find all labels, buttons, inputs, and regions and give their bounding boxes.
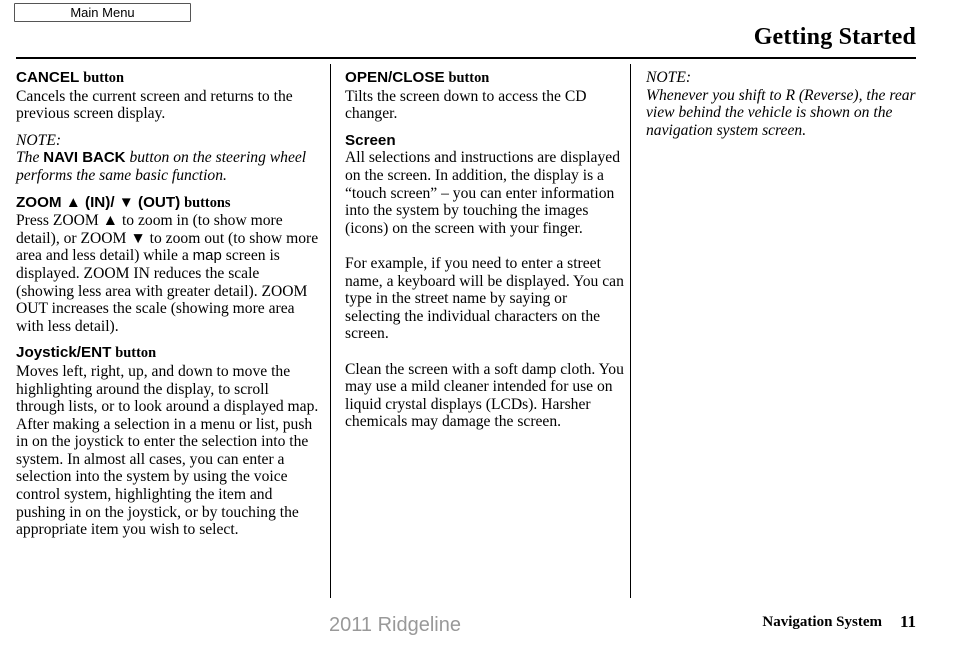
joystick-heading: Joystick/ENT button [16,344,157,362]
cancel-description: Cancels the current screen and returns to the previous screen display. [16,87,293,123]
note-text: The NAVI BACK button on the steering wheel performs the same basic function. [16,149,307,184]
column-divider-2 [630,64,631,598]
page-number: 11 [899,612,916,631]
watermark-model: 2011 Ridgeline [329,614,461,636]
screen-description-3: Clean the screen with a soft damp cloth. You may use a mild cleaner intended for use on liquid crystal displays (LCDs). Harsher chemicals may damage the screen. [345,360,624,431]
zoom-description: Press ZOOM ▲ to zoom in (to show more detail), or ZOOM ▼ to zoom out (to show more area and less detail) while a map screen is displayed. ZOOM IN reduces the scale (showing less area with greater detail). ZOOM OUT increases the scale (showing more area with less detail). [16,212,319,335]
column-3 [646,69,926,139]
reverse-note-text: Whenever you shift to R (Reverse), the rear view behind the vehicle is shown on the navigation system screen. [646,86,916,139]
header-rule [16,57,916,59]
column-divider-1 [330,64,331,598]
screen-description-1: All selections and instructions are displayed on the screen. In addition, the display is a “touch screen” – you can enter information into the system by touching the images (icons) on the screen with your finger. [345,149,620,237]
cancel-heading: CANCEL button [16,69,124,86]
screen-heading: Screen [345,131,396,149]
column-2 [345,69,625,431]
joystick-description: Moves left, right, up, and down to move the highlighting around the display, to scroll through lists, or to look around a displayed map. After making a selection in a menu or list, push in on the joystick to enter the selection into the system. In almost all cases, you can enter a selection into the system by using the voice control system, highlighting the item and pushing in on the joystick, or by touching the appropriate item you wish to select. [16,362,319,539]
main-menu-button[interactable]: Main Menu [14,3,191,22]
column-1 [16,69,321,539]
page-title: Getting Started [753,24,916,50]
open-close-heading: OPEN/CLOSE button [345,69,490,86]
footer-section-label: Navigation System [762,614,882,630]
open-close-description: Tilts the screen down to access the CD changer. [345,87,587,123]
reverse-note-label: NOTE: [646,69,692,86]
note-label: NOTE: [16,131,62,149]
screen-description-2: For example, if you need to enter a street name, a keyboard will be displayed. You can type in the street name by saying or selecting the individual characters on the screen. [345,254,624,343]
zoom-heading: ZOOM ▲ (IN)/ ▼ (OUT) buttons [16,193,231,211]
